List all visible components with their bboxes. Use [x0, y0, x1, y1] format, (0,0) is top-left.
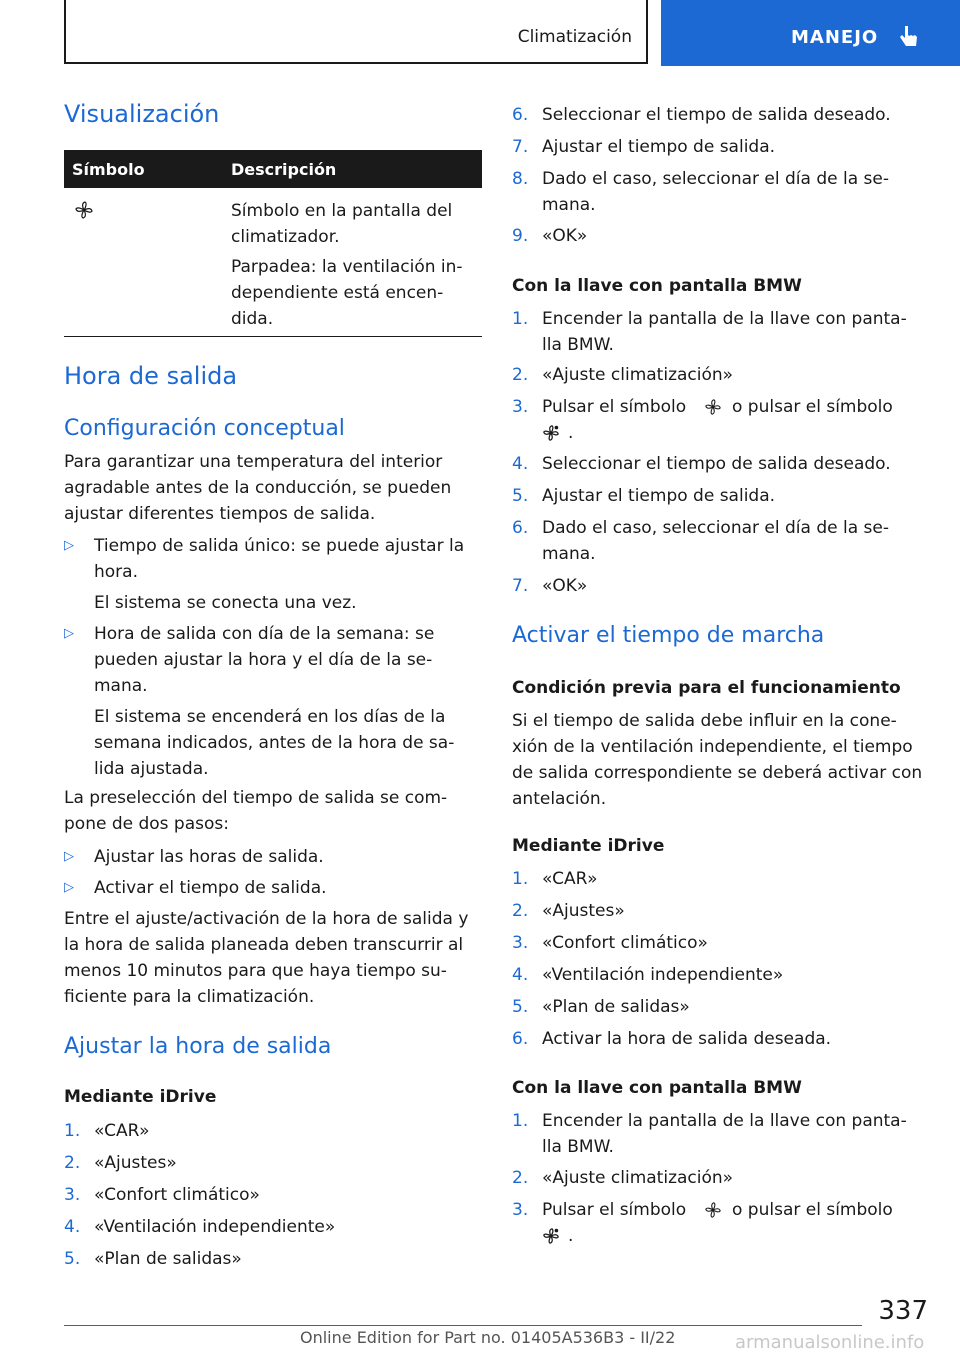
heading-activar: Activar el tiempo de marcha — [512, 623, 825, 648]
heading-hora-de-salida: Hora de salida — [64, 362, 238, 390]
paragraph-config: Para garantizar una temperatura del interior agradable antes de la conducción, se pueden ajustar diferentes tiempos de salida. — [64, 452, 452, 524]
chapter-title: MANEJO — [791, 27, 879, 48]
section-title: Climatización — [517, 27, 632, 47]
bullet-icon: ▷ — [64, 880, 74, 895]
table-bottom-rule — [64, 336, 482, 337]
bullet-icon: ▷ — [64, 538, 74, 553]
watermark: armanualsonline.info — [735, 1332, 925, 1353]
page-number: 337 — [878, 1296, 928, 1326]
paragraph-condicion: Si el tiempo de salida debe influir en la cone‐xión de la ventilación independiente, el tiempo de salida correspondiente se deberá activar con antelación. — [512, 711, 923, 809]
heading-llave-2: Con la llave con pantalla BMW — [512, 1078, 802, 1098]
heading-llave-1: Con la llave con pantalla BMW — [512, 276, 802, 296]
fan-timer-icon — [542, 424, 560, 442]
bullet-icon: ▷ — [64, 626, 74, 641]
pointing-hand-icon — [899, 24, 919, 50]
bullet-icon: ▷ — [64, 849, 74, 864]
fan-timer-icon — [542, 1227, 560, 1245]
bullet-subtext: El sistema se conecta una vez. — [94, 593, 357, 613]
bullet-subtext: El sistema se encenderá en los días de la semana indicados, antes de la hora de sa‐lida ajustada. — [94, 707, 455, 779]
bullet-text: Hora de salida con día de la semana: se pueden ajustar la hora y el día de la se‐mana. — [94, 624, 435, 696]
list-item: 3. Pulsar el símbolo o pulsar el símbolo . — [512, 1200, 893, 1246]
heading-idrive: Mediante iDrive — [64, 1087, 217, 1107]
heading-visualizacion: Visualización — [64, 100, 220, 128]
fan-icon — [704, 398, 722, 416]
table-desc-1: Símbolo en la pantalla del climatizador. — [231, 201, 453, 247]
page-header — [0, 0, 960, 66]
footer-rule — [64, 1325, 862, 1326]
bullet-text: Ajustar las horas de salida. — [94, 847, 324, 867]
paragraph-entre: Entre el ajuste/activación de la hora de salida y la hora de salida planeada deben transcurrir al menos 10 minutos para que haya tiempo su‐ficiente para la climatización. — [64, 909, 469, 1007]
paragraph-preseleccion: La preselección del tiempo de salida se com‐pone de dos pasos: — [64, 788, 448, 834]
heading-condicion: Condición previa para el funcionamiento — [512, 678, 901, 698]
bullet-text: Tiempo de salida único: se puede ajustar la hora. — [94, 536, 465, 582]
chapter-tab — [661, 0, 960, 66]
symbol-table-header — [64, 150, 482, 188]
fan-icon — [704, 1201, 722, 1219]
section-tab — [64, 0, 648, 64]
list-item: 3. Pulsar el símbolo o pulsar el símbolo . — [512, 397, 893, 443]
heading-ajustar: Ajustar la hora de salida — [64, 1034, 332, 1059]
table-desc-2: Parpadea: la ventilación in‐dependiente está encen‐dida. — [231, 257, 463, 329]
table-col-symbol: Símbolo — [72, 160, 145, 179]
edition-note: Online Edition for Part no. 01405A536B3 - II/22 — [300, 1328, 676, 1347]
heading-configuracion: Configuración conceptual — [64, 416, 345, 441]
heading-idrive-2: Mediante iDrive — [512, 836, 665, 856]
fan-icon — [74, 200, 94, 220]
bullet-text: Activar el tiempo de salida. — [94, 878, 327, 898]
table-col-description: Descripción — [231, 160, 337, 179]
